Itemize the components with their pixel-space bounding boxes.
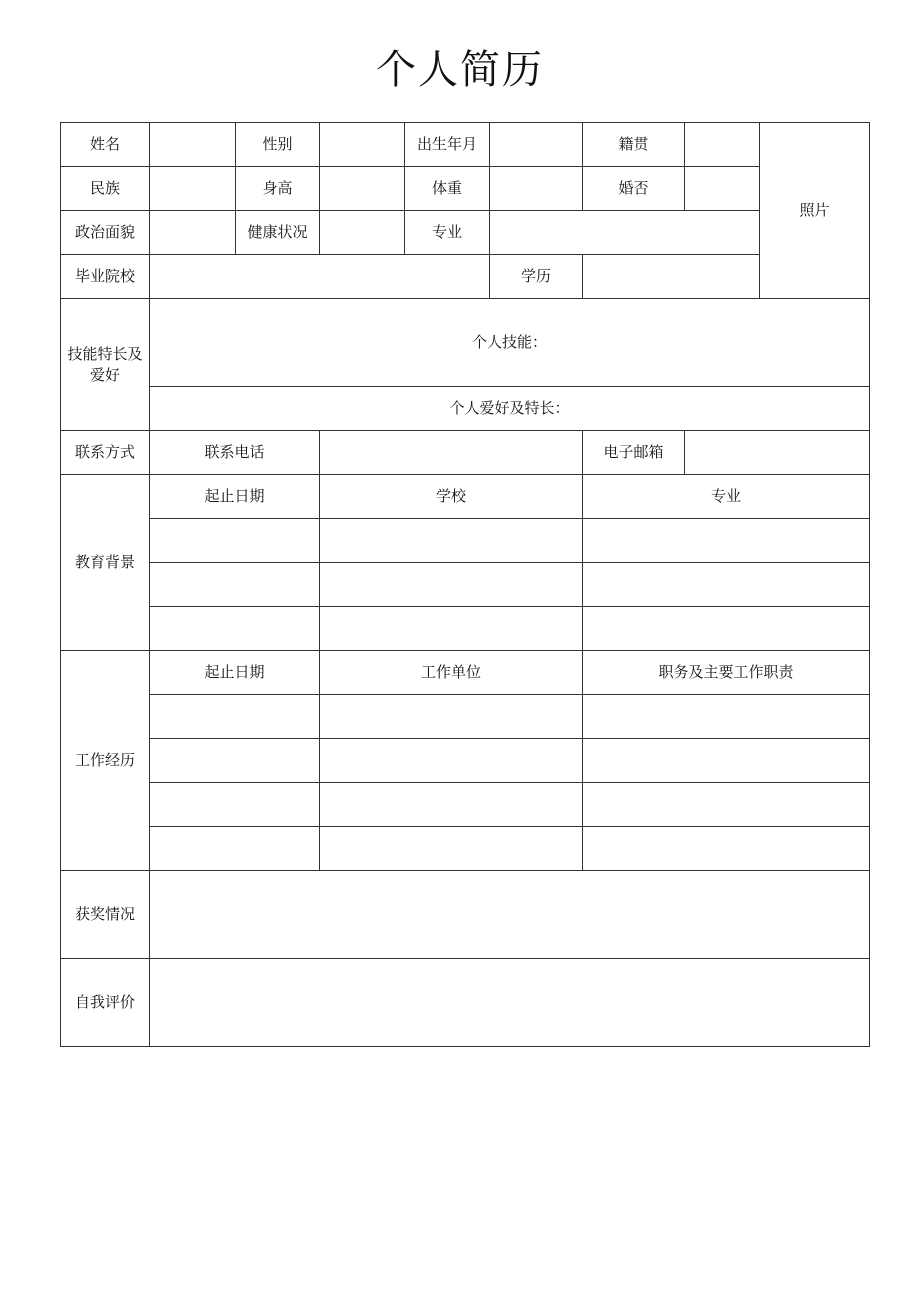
work-dates-field[interactable] <box>150 695 320 739</box>
skills-row <box>61 299 870 387</box>
work-duties-field[interactable] <box>583 827 870 871</box>
photo-cell[interactable]: 照片 <box>760 123 870 299</box>
work-duties-field[interactable] <box>583 695 870 739</box>
contact-section-label: 联系方式 <box>61 431 150 475</box>
education-entry-row <box>61 563 870 607</box>
work-header-duties: 职务及主要工作职责 <box>583 651 870 695</box>
school-field[interactable] <box>150 255 490 299</box>
work-header-dates: 起止日期 <box>150 651 320 695</box>
work-header-company: 工作单位 <box>320 651 583 695</box>
work-duties-field[interactable] <box>583 739 870 783</box>
marital-field[interactable] <box>685 167 760 211</box>
phone-field[interactable] <box>320 431 583 475</box>
work-company-field[interactable] <box>320 783 583 827</box>
political-label: 政治面貌 <box>61 211 150 255</box>
work-dates-field[interactable] <box>150 827 320 871</box>
health-field[interactable] <box>320 211 405 255</box>
school-label: 毕业院校 <box>61 255 150 299</box>
political-field[interactable] <box>150 211 236 255</box>
education-major-field[interactable] <box>583 607 870 651</box>
weight-label: 体重 <box>405 167 490 211</box>
work-entry-row <box>61 695 870 739</box>
work-header-row <box>61 651 870 695</box>
work-section-label: 工作经历 <box>61 651 150 871</box>
education-school-field[interactable] <box>320 607 583 651</box>
height-label: 身高 <box>236 167 320 211</box>
basic-info-row-3 <box>61 211 870 255</box>
education-header-major: 专业 <box>583 475 870 519</box>
education-school-field[interactable] <box>320 519 583 563</box>
work-company-field[interactable] <box>320 739 583 783</box>
work-company-field[interactable] <box>320 695 583 739</box>
education-entry-row <box>61 519 870 563</box>
basic-info-row-2 <box>61 167 870 211</box>
basic-info-row-4 <box>61 255 870 299</box>
email-field[interactable] <box>685 431 870 475</box>
education-section-label: 教育背景 <box>61 475 150 651</box>
personal-skills-field[interactable]: 个人技能： <box>150 299 870 387</box>
basic-info-row-1 <box>61 123 870 167</box>
education-major-field[interactable] <box>583 563 870 607</box>
ethnicity-field[interactable] <box>150 167 236 211</box>
major-field[interactable] <box>490 211 760 255</box>
height-field[interactable] <box>320 167 405 211</box>
education-major-field[interactable] <box>583 519 870 563</box>
self-eval-row <box>61 959 870 1047</box>
self-eval-field[interactable] <box>150 959 870 1047</box>
contact-row <box>61 431 870 475</box>
education-dates-field[interactable] <box>150 607 320 651</box>
degree-label: 学历 <box>490 255 583 299</box>
work-entry-row <box>61 827 870 871</box>
resume-form-table <box>60 122 870 1047</box>
major-label: 专业 <box>405 211 490 255</box>
hobbies-row <box>61 387 870 431</box>
ethnicity-label: 民族 <box>61 167 150 211</box>
education-header-dates: 起止日期 <box>150 475 320 519</box>
weight-field[interactable] <box>490 167 583 211</box>
work-entry-row <box>61 783 870 827</box>
work-duties-field[interactable] <box>583 783 870 827</box>
birth-field[interactable] <box>490 123 583 167</box>
education-school-field[interactable] <box>320 563 583 607</box>
awards-section-label: 获奖情况 <box>61 871 150 959</box>
health-label: 健康状况 <box>236 211 320 255</box>
awards-field[interactable] <box>150 871 870 959</box>
awards-row <box>61 871 870 959</box>
origin-field[interactable] <box>685 123 760 167</box>
gender-label: 性别 <box>236 123 320 167</box>
education-entry-row <box>61 607 870 651</box>
skills-section-label: 技能特长及爱好 <box>61 299 150 431</box>
work-dates-field[interactable] <box>150 783 320 827</box>
phone-label: 联系电话 <box>150 431 320 475</box>
education-dates-field[interactable] <box>150 563 320 607</box>
degree-field[interactable] <box>583 255 760 299</box>
work-dates-field[interactable] <box>150 739 320 783</box>
work-entry-row <box>61 739 870 783</box>
name-field[interactable] <box>150 123 236 167</box>
page-title: 个人简历 <box>376 47 544 93</box>
gender-field[interactable] <box>320 123 405 167</box>
education-header-row <box>61 475 870 519</box>
name-label: 姓名 <box>61 123 150 167</box>
self-eval-section-label: 自我评价 <box>61 959 150 1047</box>
marital-label: 婚否 <box>583 167 685 211</box>
hobbies-field[interactable]: 个人爱好及特长： <box>150 387 870 431</box>
work-company-field[interactable] <box>320 827 583 871</box>
education-header-school: 学校 <box>320 475 583 519</box>
email-label: 电子邮箱 <box>583 431 685 475</box>
origin-label: 籍贯 <box>583 123 685 167</box>
birth-label: 出生年月 <box>405 123 490 167</box>
education-dates-field[interactable] <box>150 519 320 563</box>
